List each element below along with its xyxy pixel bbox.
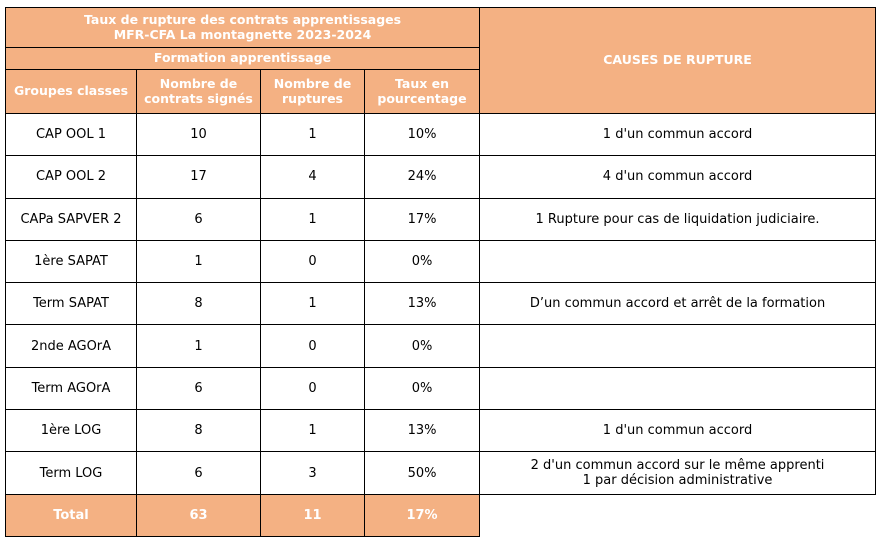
cell-contrats: 8 xyxy=(137,283,261,325)
col-header-taux xyxy=(365,70,480,114)
cell-cause: 1 d'un commun accord xyxy=(480,114,876,156)
cell-contrats: 6 xyxy=(137,198,261,240)
col-header-taux-line2: pourcentage xyxy=(377,90,467,106)
cell-cause xyxy=(480,325,876,367)
cell-ruptures: 0 xyxy=(261,367,365,409)
cell-contrats: 8 xyxy=(137,410,261,452)
cell-taux: 24% xyxy=(365,156,480,198)
cell-groupe: Term SAPAT xyxy=(6,283,137,325)
table-title xyxy=(6,8,480,48)
total-ruptures: 11 xyxy=(261,494,365,536)
table-subtitle: Formation apprentissage xyxy=(6,48,480,70)
table-row xyxy=(6,198,876,240)
cell-groupe: Term AGOrA xyxy=(6,367,137,409)
total-empty-cell xyxy=(480,494,876,536)
col-header-ruptures-line1: Nombre de xyxy=(273,76,352,92)
cell-ruptures: 3 xyxy=(261,452,365,494)
cell-groupe: CAPa SAPVER 2 xyxy=(6,198,137,240)
cell-taux: 0% xyxy=(365,325,480,367)
cell-cause xyxy=(480,452,876,494)
table-row xyxy=(6,283,876,325)
cell-contrats: 10 xyxy=(137,114,261,156)
cell-cause: 1 d'un commun accord xyxy=(480,410,876,452)
cell-cause: 4 d'un commun accord xyxy=(480,156,876,198)
cell-groupe: 1ère LOG xyxy=(6,410,137,452)
table-row xyxy=(6,410,876,452)
cell-ruptures: 4 xyxy=(261,156,365,198)
cell-taux: 17% xyxy=(365,198,480,240)
col-header-contrats-line2: contrats signés xyxy=(144,90,253,106)
table-row xyxy=(6,156,876,198)
cell-ruptures: 0 xyxy=(261,325,365,367)
cell-cause xyxy=(480,367,876,409)
col-header-contrats-line1: Nombre de xyxy=(159,76,238,92)
cell-contrats: 6 xyxy=(137,367,261,409)
table-title-line2: MFR-CFA La montagnette 2023-2024 xyxy=(113,26,372,42)
table-title-line1: Taux de rupture des contrats apprentissages xyxy=(83,12,402,28)
cell-contrats: 1 xyxy=(137,240,261,282)
col-header-ruptures-line2: ruptures xyxy=(282,90,343,106)
cell-taux: 50% xyxy=(365,452,480,494)
col-header-contrats xyxy=(137,70,261,114)
cell-groupe: CAP OOL 1 xyxy=(6,114,137,156)
cell-taux: 0% xyxy=(365,240,480,282)
cell-contrats: 6 xyxy=(137,452,261,494)
cell-groupe: Term LOG xyxy=(6,452,137,494)
total-contrats: 63 xyxy=(137,494,261,536)
table-row xyxy=(6,325,876,367)
cell-taux: 0% xyxy=(365,367,480,409)
cell-cause-line1: 2 d'un commun accord sur le même apprenti xyxy=(530,458,825,474)
rupture-table xyxy=(5,7,876,537)
cell-ruptures: 1 xyxy=(261,410,365,452)
col-header-taux-line1: Taux en xyxy=(394,76,450,92)
table-row xyxy=(6,452,876,494)
cell-ruptures: 1 xyxy=(261,283,365,325)
col-header-ruptures xyxy=(261,70,365,114)
total-label: Total xyxy=(6,494,137,536)
col-header-groupes: Groupes classes xyxy=(6,70,137,114)
cell-cause: 1 Rupture pour cas de liquidation judiciaire. xyxy=(480,198,876,240)
cell-ruptures: 1 xyxy=(261,198,365,240)
cell-taux: 13% xyxy=(365,410,480,452)
table-row xyxy=(6,367,876,409)
cell-ruptures: 0 xyxy=(261,240,365,282)
table-row xyxy=(6,114,876,156)
cell-ruptures: 1 xyxy=(261,114,365,156)
cell-taux: 10% xyxy=(365,114,480,156)
cell-contrats: 17 xyxy=(137,156,261,198)
cell-taux: 13% xyxy=(365,283,480,325)
causes-header: CAUSES DE RUPTURE xyxy=(480,8,876,114)
cell-cause-line2: 1 par décision administrative xyxy=(582,473,773,489)
cell-groupe: CAP OOL 2 xyxy=(6,156,137,198)
cell-groupe: 2nde AGOrA xyxy=(6,325,137,367)
cell-contrats: 1 xyxy=(137,325,261,367)
table-row xyxy=(6,240,876,282)
total-row xyxy=(6,494,876,536)
total-taux: 17% xyxy=(365,494,480,536)
cell-cause xyxy=(480,240,876,282)
cell-cause: D’un commun accord et arrêt de la formation xyxy=(480,283,876,325)
cell-groupe: 1ère SAPAT xyxy=(6,240,137,282)
